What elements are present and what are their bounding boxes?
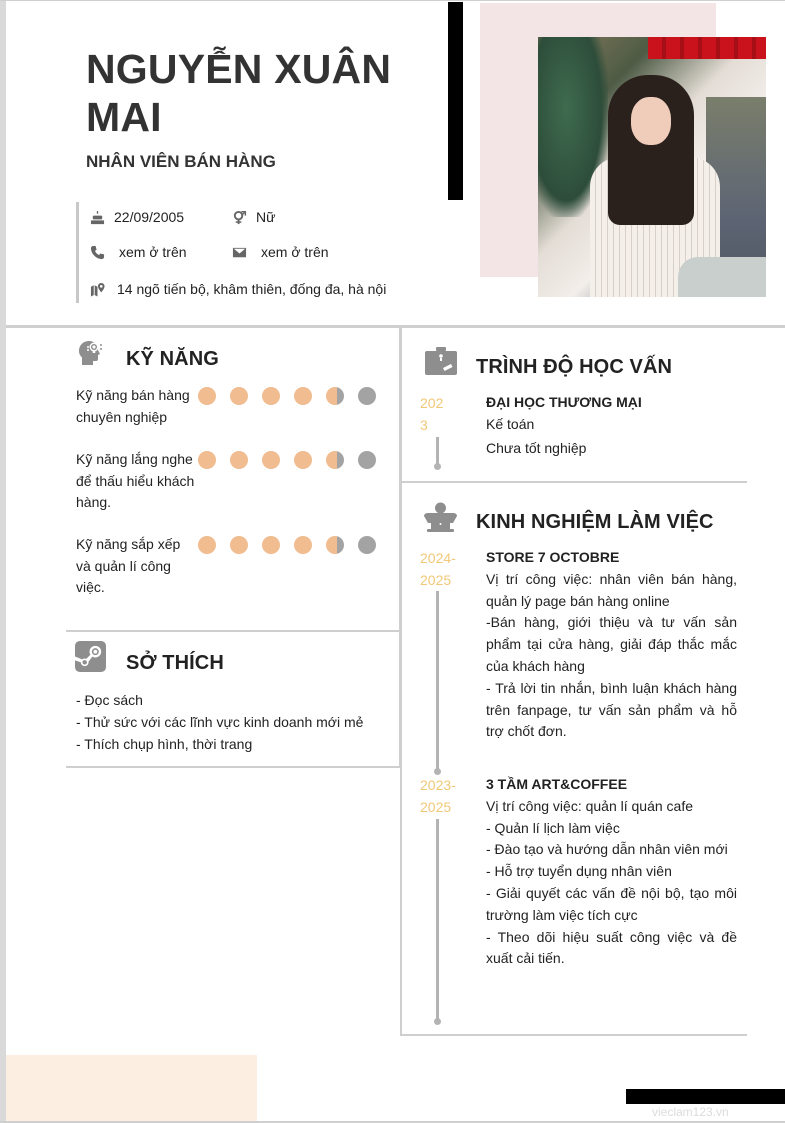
timeline-dot — [434, 1018, 441, 1025]
gender-value: Nữ — [256, 209, 276, 225]
rating-dot-filled — [262, 387, 280, 405]
experience-line: - Đào tạo và hướng dẫn nhân viên mới — [486, 841, 728, 858]
experience-entry — [486, 774, 737, 970]
map-marker-icon — [89, 281, 105, 297]
rating-dot-filled — [294, 451, 312, 469]
envelope-icon — [231, 244, 247, 260]
hobbies-divider — [66, 766, 400, 768]
info-address — [89, 281, 386, 297]
person-laptop-icon — [424, 502, 457, 532]
rating-dot-empty — [358, 536, 376, 554]
education-title: TRÌNH ĐỘ HỌC VẤN — [476, 356, 673, 378]
timeline-line — [436, 437, 439, 465]
steam-icon — [75, 641, 106, 672]
rating-dot-filled — [230, 536, 248, 554]
skill-item — [76, 534, 396, 599]
profile-photo — [538, 37, 766, 297]
education-year: 202 3 — [420, 395, 444, 433]
experience-line: -Bán hàng, giới thiệu và tư vấn sản phẩm tại cửa hàng, giải đáp thắc mắc của khách hàng — [486, 614, 737, 674]
birthday-value: 22/09/2005 — [114, 209, 185, 225]
rating-dot-half — [326, 536, 344, 554]
experience-line: - Hỗ trợ tuyển dụng nhân viên — [486, 863, 672, 880]
address-value: 14 ngõ tiến bộ, khâm thiên, đống đa, hà nội — [117, 281, 387, 297]
rating-dot-half — [326, 387, 344, 405]
photo-flags — [648, 37, 766, 59]
experience-title: KINH NGHIỆM LÀM VIỆC — [476, 511, 714, 533]
head-lightbulb-icon — [75, 337, 107, 369]
rating-dot-filled — [262, 451, 280, 469]
phone-icon — [89, 244, 105, 260]
experience-line: - Theo dõi hiệu suất công việc và đề xuất cải tiến. — [486, 928, 737, 967]
info-gender — [231, 209, 275, 225]
photo-pants — [678, 257, 766, 297]
photo-face — [631, 97, 671, 145]
candidate-name: NGUYỄN XUÂN MAI — [86, 46, 392, 140]
rating-dot-filled — [262, 536, 280, 554]
skill-label: Kỹ năng bán hàng chuyên nghiệp — [76, 387, 190, 425]
skill-label: Kỹ năng lắng nghe để thấu hiểu khách hàng. — [76, 451, 195, 510]
experience-year: 2023- 2025 — [420, 777, 456, 815]
experience-year: 2024- 2025 — [420, 550, 456, 588]
skills-title: KỸ NĂNG — [126, 348, 219, 370]
timeline-dot — [434, 463, 441, 470]
rating-dot-filled — [230, 451, 248, 469]
timeline-line — [436, 591, 439, 771]
skills-divider — [66, 630, 400, 632]
education-entry — [486, 392, 737, 459]
rating-dot-empty — [358, 451, 376, 469]
phone-value: xem ở trên — [119, 244, 187, 260]
column-divider-right — [400, 328, 402, 1036]
decorative-black-bar — [448, 2, 463, 200]
email-value: xem ở trên — [261, 244, 329, 260]
decorative-peach-block — [6, 1055, 257, 1122]
experience-divider — [401, 1034, 747, 1036]
info-email — [231, 244, 329, 260]
experience-line: - Quản lí lịch làm việc — [486, 819, 620, 836]
decorative-black-bar-bottom — [626, 1089, 785, 1104]
rating-dot-filled — [198, 536, 216, 554]
briefcase-icon — [425, 347, 457, 375]
experience-line: - Trả lời tin nhắn, bình luận khách hàng trên fanpage, tư vấn sản phẩm và hỗ trợ chốt đơn. — [486, 679, 737, 740]
education-line: Chưa tốt nghiệp — [486, 439, 587, 456]
experience-line: Vị trí công việc: nhân viên bán hàng, quản lý page bán hàng online — [486, 570, 737, 609]
rating-dot-filled — [294, 387, 312, 405]
birthday-cake-icon — [89, 209, 105, 225]
hobby-list — [76, 689, 363, 755]
company-name: 3 TẦM ART&COFFEE — [486, 776, 628, 792]
experience-line: - Giải quyết các vấn đề nội bộ, tạo môi trường làm việc tích cực — [486, 884, 737, 923]
header-divider — [6, 325, 785, 328]
info-birthday — [89, 209, 184, 225]
gender-icon — [231, 209, 247, 225]
skill-item — [76, 385, 396, 428]
skill-item — [76, 449, 396, 514]
skill-rating — [198, 536, 376, 554]
hobby-item: - Đọc sách — [76, 692, 143, 708]
school-name: ĐẠI HỌC THƯƠNG MẠI — [486, 394, 642, 410]
rating-dot-filled — [198, 387, 216, 405]
company-name: STORE 7 OCTOBRE — [486, 549, 620, 565]
education-divider — [401, 481, 747, 483]
watermark: vieclam123.vn — [652, 1105, 729, 1119]
rating-dot-empty — [358, 387, 376, 405]
info-phone — [89, 244, 187, 260]
experience-line: Vị trí công việc: quản lí quán cafe — [486, 797, 694, 814]
job-title: NHÂN VIÊN BÁN HÀNG — [86, 152, 276, 171]
experience-entry — [486, 547, 737, 743]
skill-label: Kỹ năng sắp xếp và quản lí công việc. — [76, 536, 181, 595]
rating-dot-half — [326, 451, 344, 469]
rating-dot-filled — [198, 451, 216, 469]
rating-dot-filled — [230, 387, 248, 405]
rating-dot-filled — [294, 536, 312, 554]
education-line: Kế toán — [486, 415, 535, 432]
skill-rating — [198, 387, 376, 405]
hobbies-title: SỞ THÍCH — [126, 652, 224, 674]
hobby-item: - Thử sức với các lĩnh vực kinh doanh mới mẻ — [76, 714, 364, 730]
page-left-edge — [0, 1, 6, 1123]
skill-rating — [198, 451, 376, 469]
hobby-item: - Thích chụp hình, thời trang — [76, 736, 253, 752]
timeline-line — [436, 819, 439, 1021]
